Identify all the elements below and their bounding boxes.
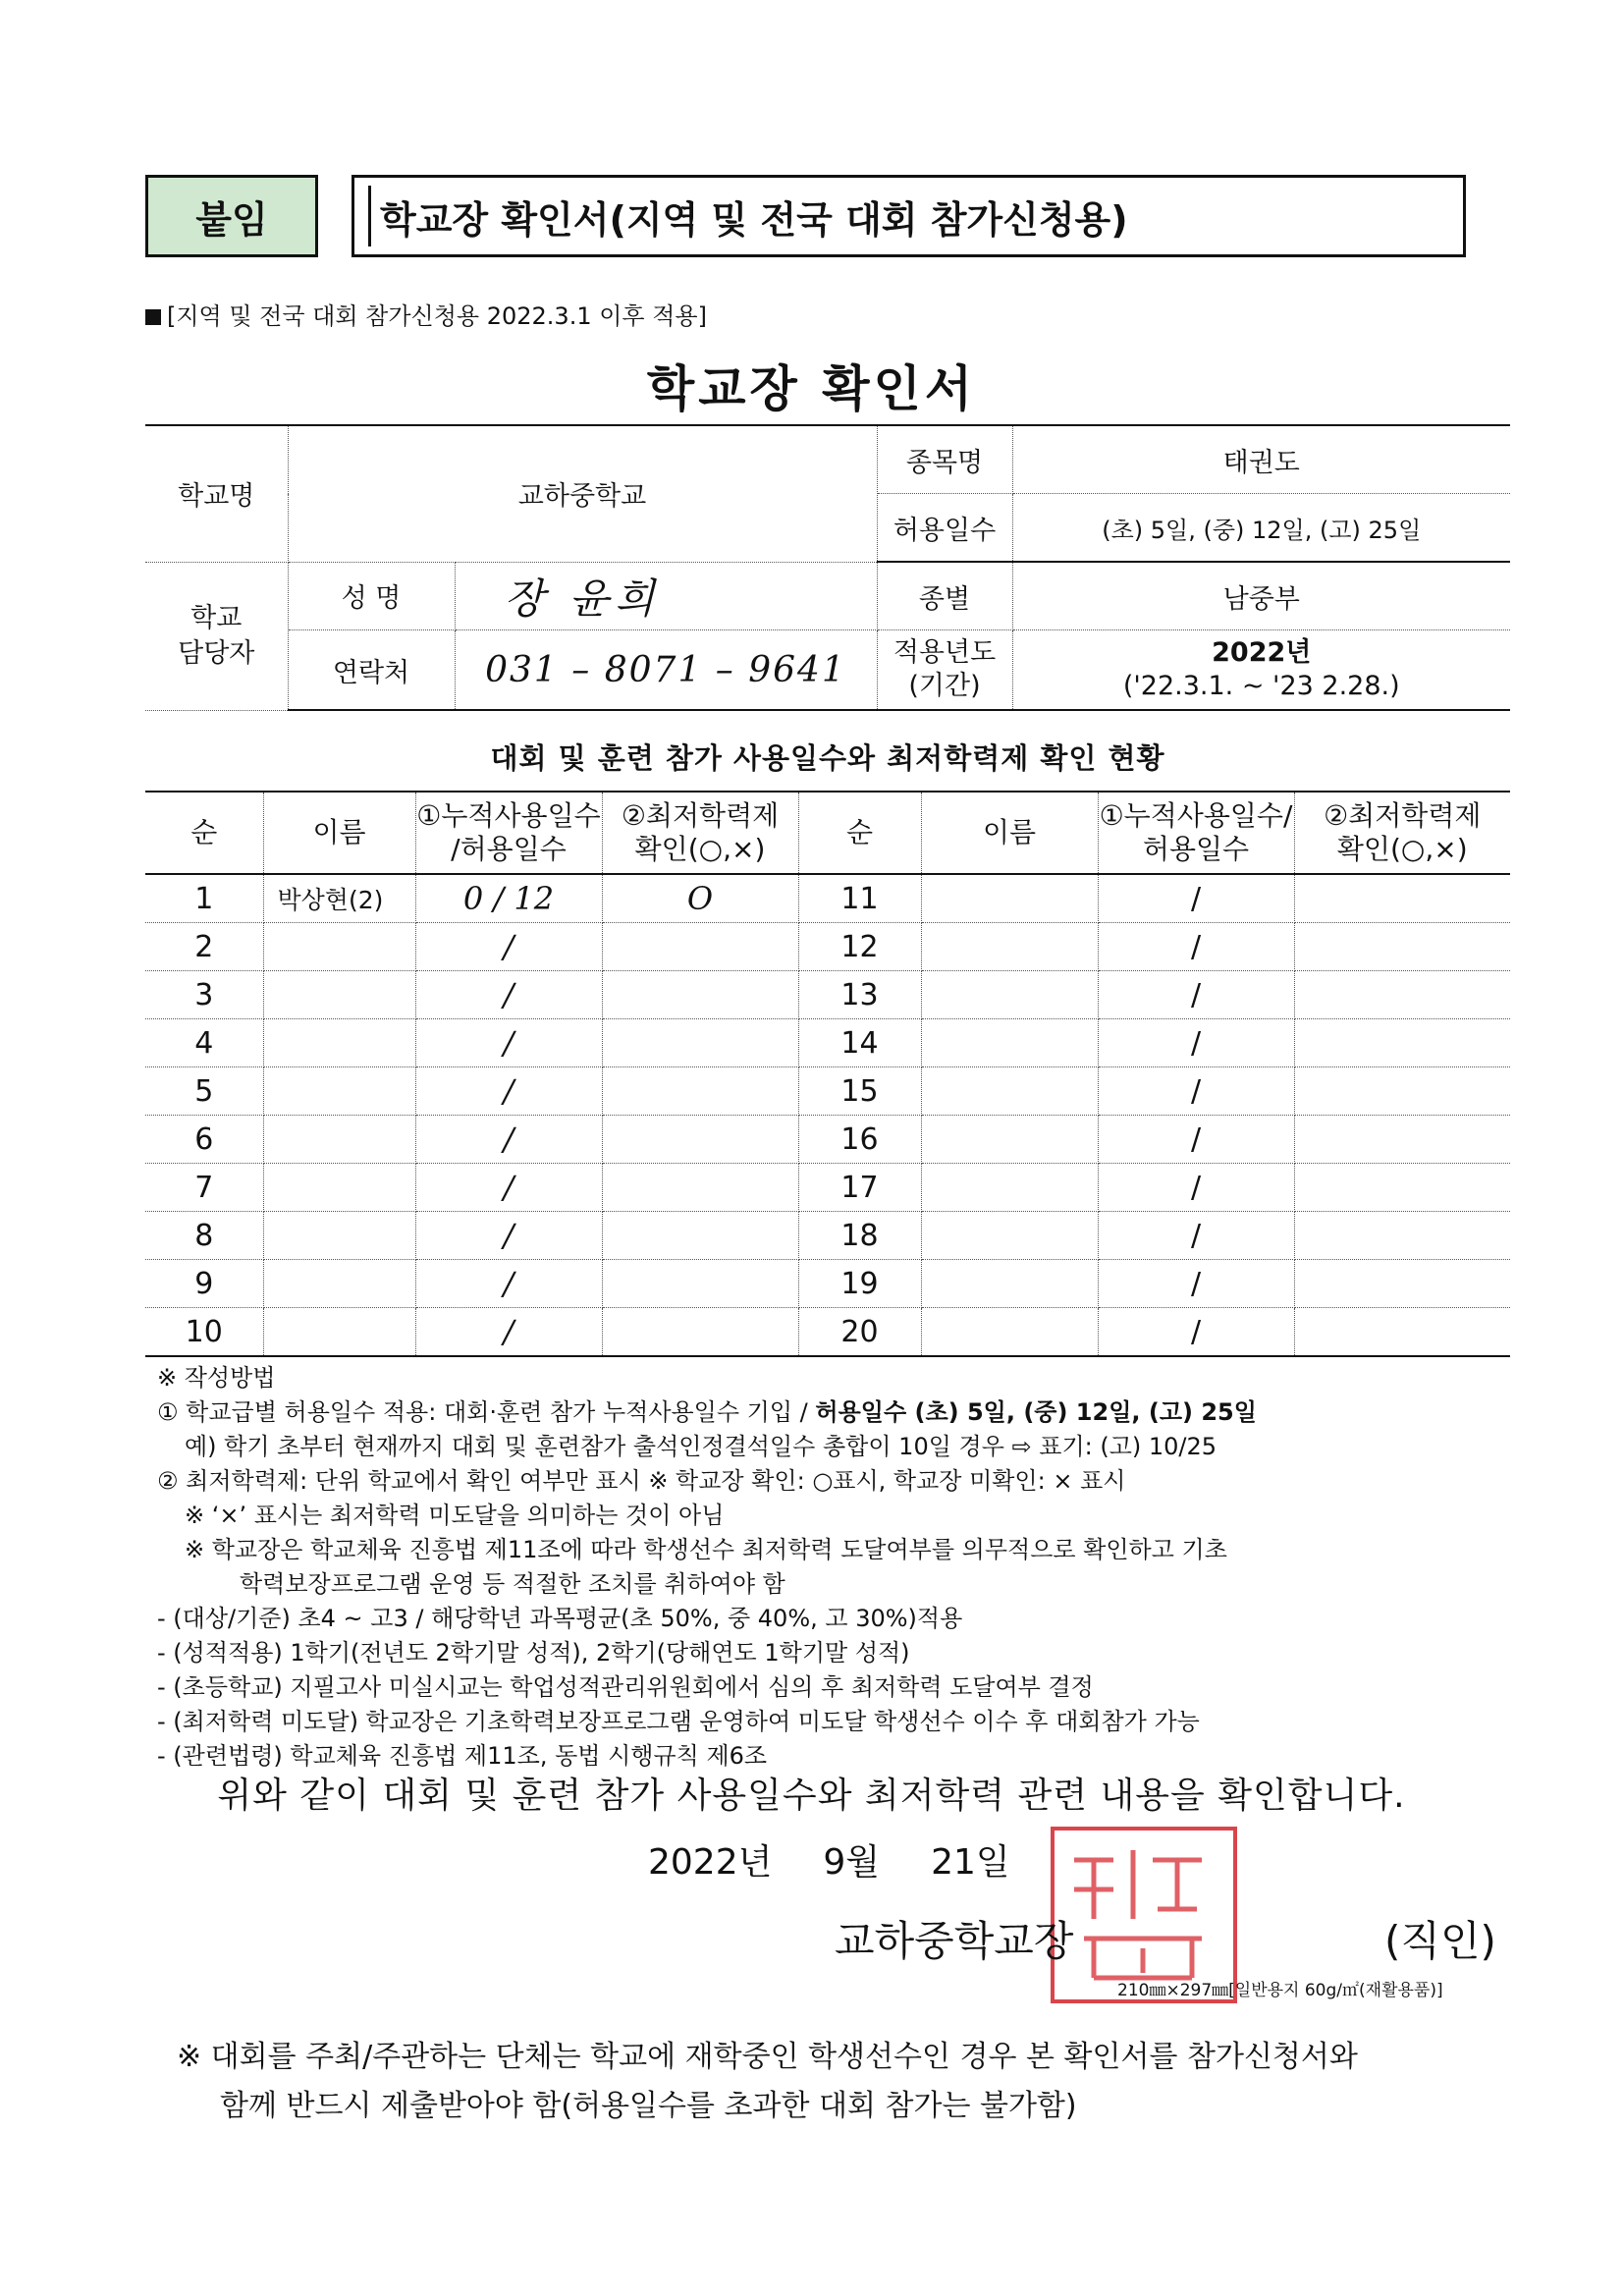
row-no: 14 [798,1019,921,1067]
row-check [602,1212,798,1260]
seal-pattern-icon [1055,1831,1233,1999]
row-days: / [1098,1308,1294,1357]
row-no: 6 [145,1116,263,1164]
row-days: / [1098,874,1294,923]
row-check [602,1019,798,1067]
row-check [602,923,798,971]
row-check [602,971,798,1019]
col-days-left [415,792,602,874]
footer-line-2: 함께 반드시 제출받아야 함(허용일수를 초과한 대회 참가는 불가함) [220,2089,1077,2123]
table-row [145,1212,1510,1260]
table-row [145,1308,1510,1357]
row-no: 10 [145,1308,263,1357]
col-check-left-l1: ②최저학력제 [621,799,780,832]
row-days: / [1098,1164,1294,1212]
detail-1: - (대상/기준) 초4 ~ 고3 / 해당학년 과목평균(초 50%, 중 40%, 고 30%)적용 [157,1605,963,1632]
row-name [921,1019,1098,1067]
col-check-right-l1: ②최저학력제 [1324,799,1482,832]
row-check [602,1164,798,1212]
instructions [157,1361,1522,1774]
row-check [602,1260,798,1308]
row-no: 20 [798,1308,921,1357]
row-no: 13 [798,971,921,1019]
table-row [145,1116,1510,1164]
year-label [877,630,1012,711]
applicability-note-text: [지역 및 전국 대회 참가신청용 2022.3.1 이후 적용] [167,302,707,330]
row-name [263,1019,415,1067]
row-name [921,971,1098,1019]
row-check [1294,1019,1510,1067]
row-days: / [415,1164,602,1212]
date-month: 9월 [823,1842,881,1883]
row-no: 19 [798,1260,921,1308]
row-no: 5 [145,1067,263,1116]
instruction-1 [157,1395,1522,1430]
table-row [145,1067,1510,1116]
row-days: / [1098,1260,1294,1308]
row-name: 박상현(2) [263,874,415,923]
row-no: 18 [798,1212,921,1260]
row-days: 0 / 12 [415,874,602,923]
table-row [145,971,1510,1019]
date-year: 2022년 [648,1842,773,1883]
row-days: / [415,923,602,971]
row-days: / [415,1308,602,1357]
row-check [1294,1116,1510,1164]
row-name [263,923,415,971]
row-name [921,1164,1098,1212]
row-no: 11 [798,874,921,923]
year-value-line1: 2022년 [1212,637,1312,668]
row-days: / [415,1212,602,1260]
row-no: 2 [145,923,263,971]
manager-name-value: 장 윤희 [455,562,877,630]
row-days: / [415,1019,602,1067]
footer-note [177,2033,1483,2131]
info-table [145,424,1510,711]
row-days: / [1098,1019,1294,1067]
row-no: 3 [145,971,263,1019]
row-check [1294,1067,1510,1116]
row-days: / [415,1260,602,1308]
col-check-left [602,792,798,874]
sport-label: 종목명 [877,425,1012,494]
row-days: / [415,1067,602,1116]
row-check [1294,923,1510,971]
instruction-2: ② 최저학력제: 단위 학교에서 확인 여부만 표시 ※ 학교장 확인: ○표시, 학교장 미확인: × 표시 [157,1467,1126,1495]
row-name [263,1116,415,1164]
row-days: / [1098,923,1294,971]
row-check [1294,874,1510,923]
allowed-days-value: (초) 5일, (중) 12일, (고) 25일 [1012,494,1510,563]
table-row [145,1164,1510,1212]
manager-label: 학교 담당자 [145,562,288,710]
row-name [263,1164,415,1212]
detail-2: - (성적적용) 1학기(전년도 2학기말 성적), 2학기(당해연도 1학기말 성적) [157,1639,910,1667]
date-day: 21일 [931,1842,1010,1883]
row-name [921,923,1098,971]
instruction-3: ※ ‘×’ 표시는 최저학력 미도달을 의미하는 것이 아님 [185,1502,725,1529]
name-label: 성 명 [288,562,455,630]
instruction-1-example: 예) 학기 초부터 현재까지 대회 및 훈련참가 출석인정결석일수 총합이 10일 경우 ⇨ 표기: (고) 10/25 [185,1433,1217,1460]
instruction-4: ※ 학교장은 학교체육 진흥법 제11조에 따라 학생선수 최저학력 도달여부를 의무적으로 확인하고 기초 [185,1536,1227,1563]
row-days: / [1098,1067,1294,1116]
row-check [602,1116,798,1164]
col-no-left: 순 [145,792,263,874]
school-value: 교하중학교 [288,425,877,562]
row-name [263,1260,415,1308]
year-value-line2: ('22.3.1. ~ '23 2.28.) [1122,671,1400,701]
row-check [1294,1260,1510,1308]
year-value [1012,630,1510,711]
row-check [1294,1212,1510,1260]
row-days: / [1098,1212,1294,1260]
row-name [921,1116,1098,1164]
division-label: 종별 [877,562,1012,630]
row-no: 9 [145,1260,263,1308]
detail-3: - (초등학교) 지필고사 미실시교는 학업성적관리위원회에서 심의 후 최저학력 도달여부 결정 [157,1673,1094,1701]
sport-value: 태권도 [1012,425,1510,494]
table-row [145,1019,1510,1067]
col-days-left-l2: /허용일수 [451,833,567,865]
row-no: 16 [798,1116,921,1164]
row-name [263,1212,415,1260]
detail-5: - (관련법령) 학교체육 진흥법 제11조, 동법 시행규칙 제6조 [157,1742,768,1770]
instruction-1-text: ① 학교급별 허용일수 적용: 대회·훈련 참가 누적사용일수 기입 / [157,1398,816,1426]
col-check-left-l2: 확인(○,×) [634,833,766,865]
row-no: 4 [145,1019,263,1067]
col-days-right-l1: ①누적사용일수/ [1099,799,1293,832]
confirmation-statement: 위와 같이 대회 및 훈련 참가 사용일수와 최저학력 관련 내용을 확인합니다. [217,1776,1406,1816]
document-heading-text: 학교장 확인서(지역 및 전국 대회 참가신청용) [380,197,1128,242]
col-name-left: 이름 [263,792,415,874]
row-days: / [415,1116,602,1164]
row-name [921,1308,1098,1357]
row-days: / [1098,1116,1294,1164]
allowed-days-label: 허용일수 [877,494,1012,563]
attachment-tag [145,175,318,257]
row-name [263,971,415,1019]
year-label-line1: 적용년도 [893,637,997,668]
attachment-tag-label: 붙임 [195,197,268,242]
table-row [145,923,1510,971]
row-days: / [415,971,602,1019]
contact-label: 연락처 [288,630,455,711]
row-name [921,1212,1098,1260]
table-row [145,1260,1510,1308]
row-check [1294,1308,1510,1357]
col-check-right [1294,792,1510,874]
row-check [1294,971,1510,1019]
row-days: / [1098,971,1294,1019]
row-no: 7 [145,1164,263,1212]
row-check [1294,1164,1510,1212]
col-days-right [1098,792,1294,874]
principal-name: 교하중학교장 [835,1917,1074,1965]
col-days-left-l1: ①누적사용일수 [416,799,601,832]
row-no: 8 [145,1212,263,1260]
table-row [145,874,1510,923]
row-no: 12 [798,923,921,971]
row-check [602,1067,798,1116]
division-value: 남중부 [1012,562,1510,630]
section-title: 대회 및 훈련 참가 사용일수와 최저학력제 확인 현황 [490,741,1165,775]
square-bullet-icon [145,309,161,325]
row-name [263,1067,415,1116]
document-heading [352,175,1466,257]
signature-date [648,1834,1061,1885]
col-days-right-l2: 허용일수 [1142,833,1250,865]
instruction-4-cont: 학력보장프로그램 운영 등 적절한 조치를 취하여야 함 [240,1570,785,1598]
contact-value: 031 – 8071 – 9641 [455,630,877,711]
row-name [921,874,1098,923]
col-name-right: 이름 [921,792,1098,874]
row-no: 1 [145,874,263,923]
roster-body [145,874,1510,1356]
row-name [263,1308,415,1357]
col-check-right-l2: 확인(○,×) [1336,833,1468,865]
year-label-line2: (기간) [908,671,981,701]
school-label: 학교명 [145,425,288,562]
row-no: 15 [798,1067,921,1116]
instructions-heading: ※ 작성방법 [157,1364,276,1392]
instruction-1-bold: 허용일수 (초) 5일, (중) 12일, (고) 25일 [815,1398,1257,1426]
col-no-right: 순 [798,792,921,874]
row-name [921,1067,1098,1116]
seal-label: (직인) [1384,1917,1496,1965]
detail-4: - (최저학력 미도달) 학교장은 기초학력보장프로그램 운영하여 미도달 학생선수 이수 후 대회참가 가능 [157,1708,1200,1735]
footer-line-1: ※ 대회를 주최/주관하는 단체는 학교에 재학중인 학생선수인 경우 본 확인서를 참가신청서와 [177,2040,1358,2074]
paper-spec: 210㎜×297㎜[일반용지 60g/㎡(재활용품)] [1117,1981,1443,2000]
applicability-note [145,297,707,331]
row-name [921,1260,1098,1308]
page-title: 학교장 확인서 [646,360,977,417]
row-check: O [602,874,798,923]
row-no: 17 [798,1164,921,1212]
roster-table [145,791,1510,1357]
row-check [602,1308,798,1357]
